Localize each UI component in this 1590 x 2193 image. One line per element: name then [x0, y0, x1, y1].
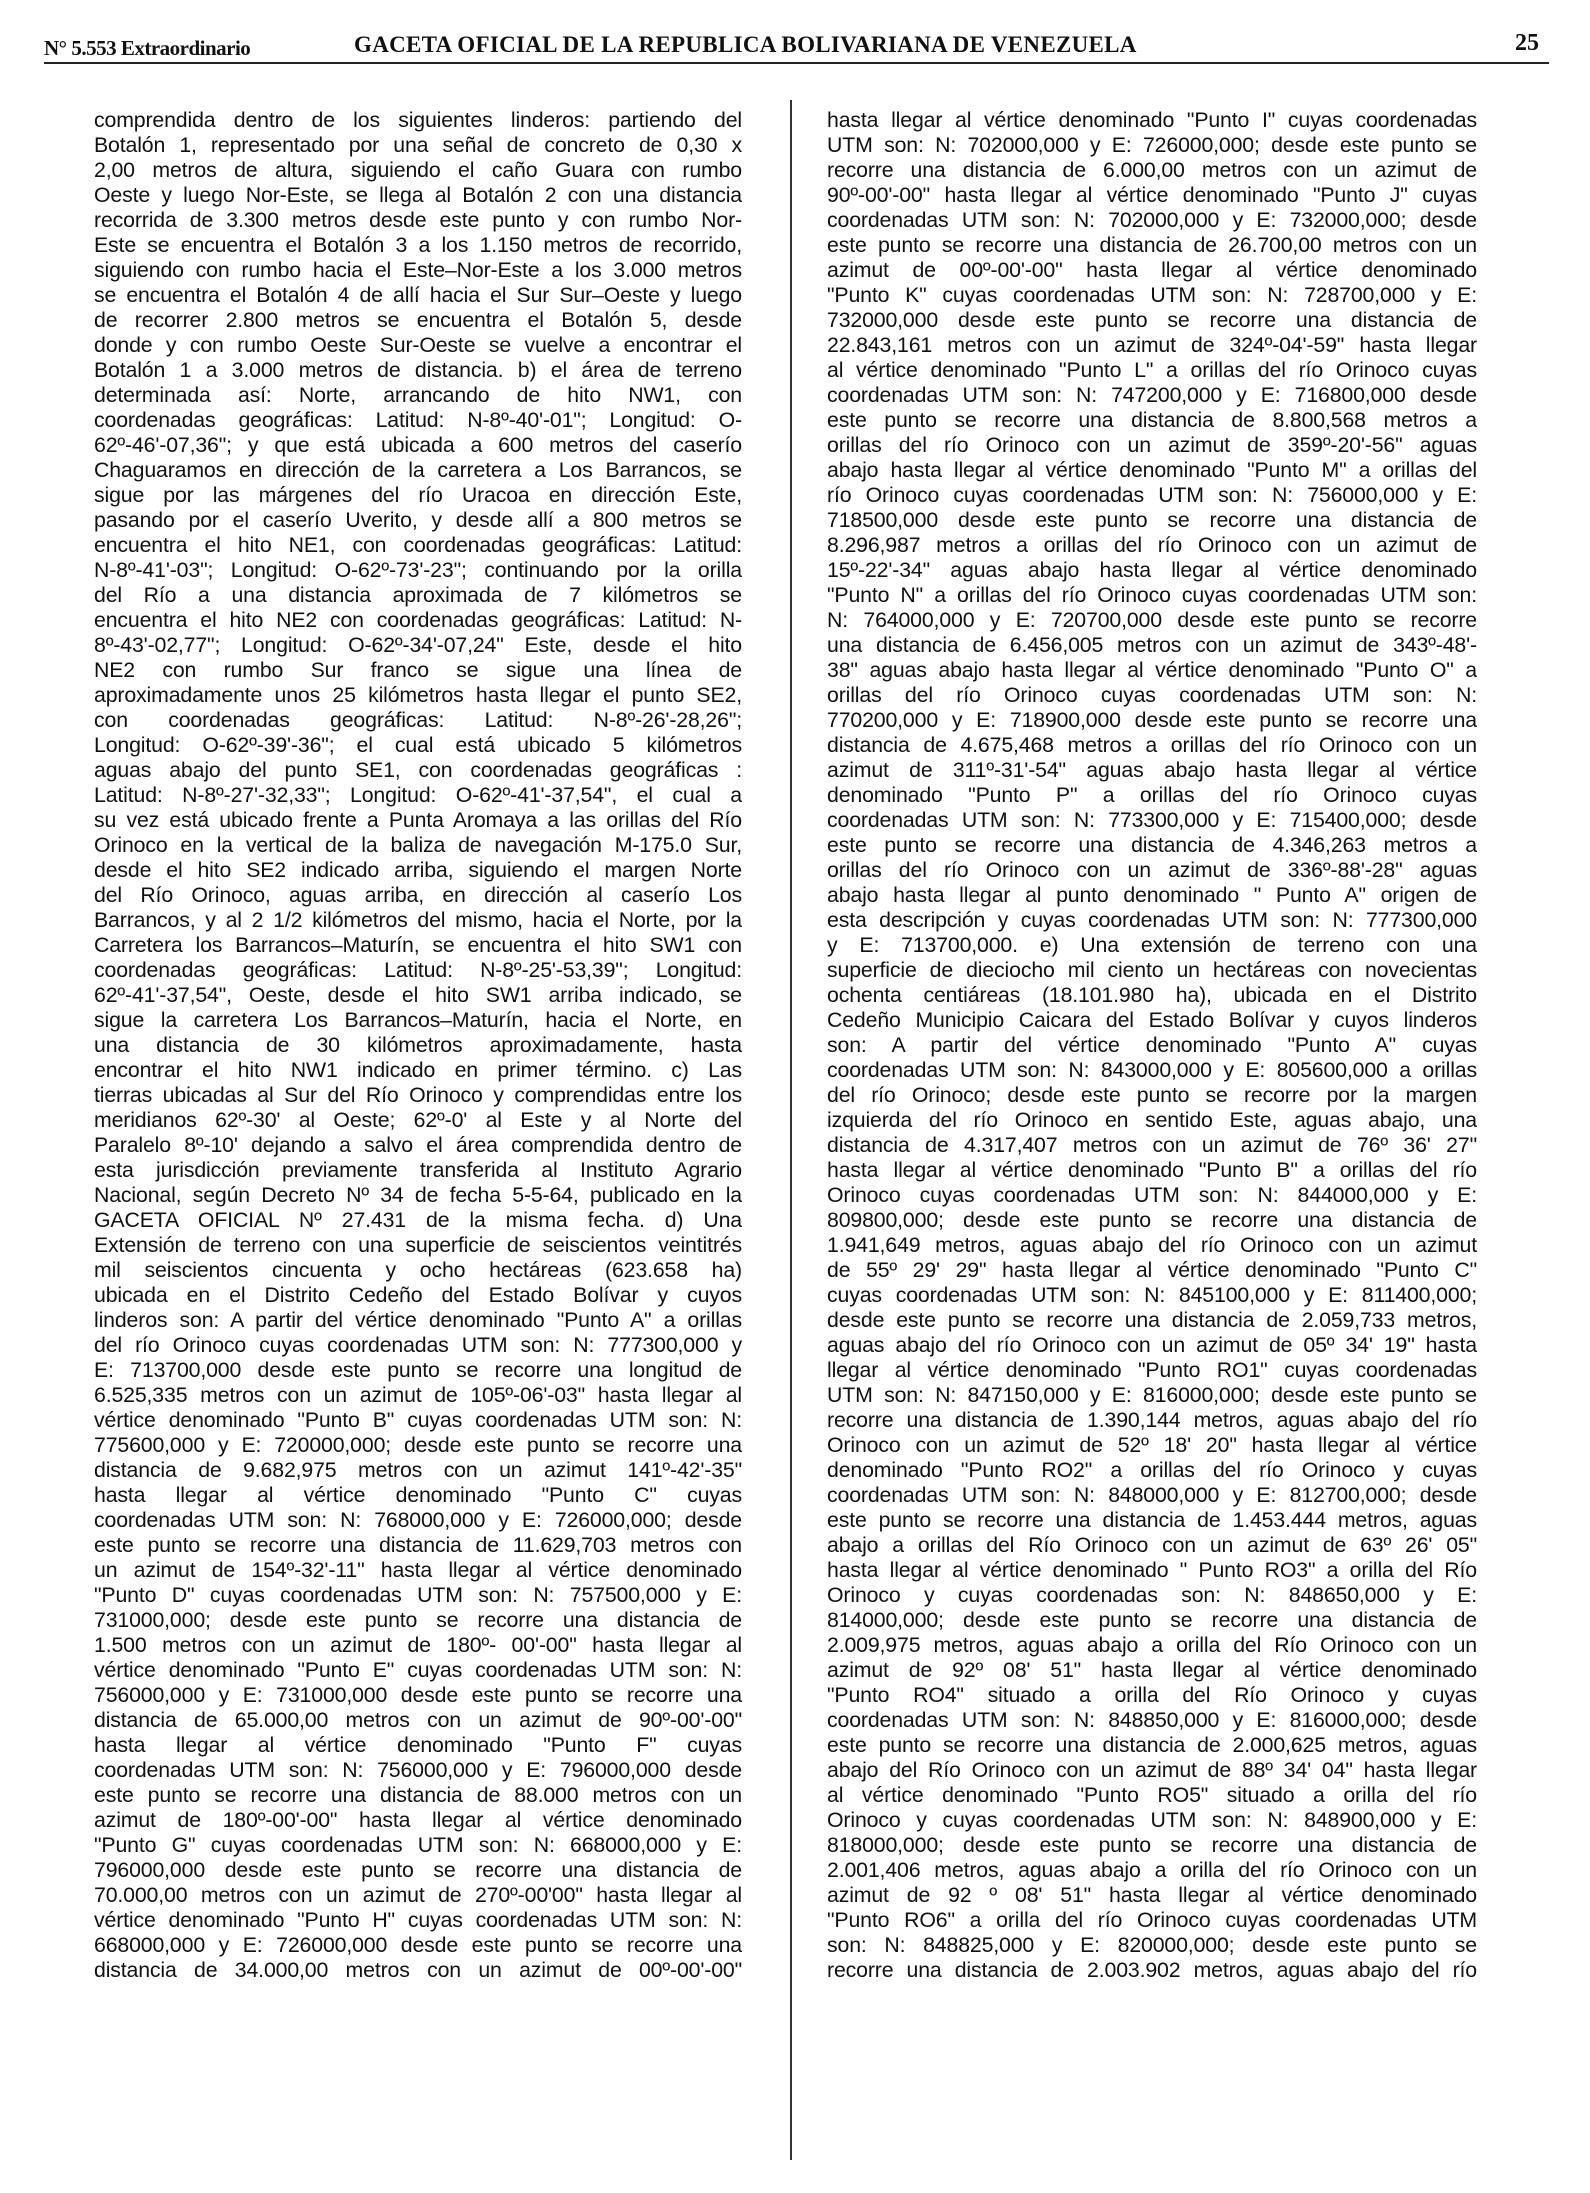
text-line: azimut de 00º-00'-00" hasta llegar al vértice denominado: [827, 258, 1477, 282]
text-line: Longitud: O-62º-39'-36"; el cual está ubicado 5 kilómetros: [94, 733, 742, 757]
text-line: N-8º-41'-03"; Longitud: O-62º-73'-23"; continuando por la orilla: [94, 558, 742, 582]
text-line: sigue por las márgenes del río Uracoa en dirección Este,: [94, 483, 742, 507]
text-line: orillas del río Orinoco con un azimut de 336º-88'-28" aguas: [827, 858, 1477, 882]
text-line: 2,00 metros de altura, siguiendo el caño Guara con rumbo: [94, 158, 742, 182]
text-line: coordenadas geográficas: Latitud: N-8º-40'-01"; Longitud: O-: [94, 408, 742, 432]
text-line: GACETA OFICIAL Nº 27.431 de la misma fecha. d) Una: [94, 1208, 742, 1232]
text-line: Paralelo 8º-10' dejando a salvo el área comprendida dentro de: [94, 1133, 742, 1157]
text-line: esta descripción y cuyas coordenadas UTM son: N: 777300,000: [827, 908, 1477, 932]
issue-number: N° 5.553 Extraordinario: [44, 36, 251, 60]
header-rule: [44, 62, 1549, 64]
right-column: [827, 108, 1477, 1983]
column-divider: [790, 100, 792, 2160]
text-line: desde el hito SE2 indicado arriba, siguiendo el margen Norte: [94, 858, 742, 882]
text-line: ochenta centiáreas (18.101.980 ha), ubicada en el Distrito: [827, 983, 1477, 1007]
text-line: Carretera los Barrancos–Maturín, se encuentra el hito SW1 con: [94, 933, 742, 957]
text-line: 38" aguas abajo hasta llegar al vértice denominado "Punto O" a: [827, 658, 1477, 682]
text-line: 22.843,161 metros con un azimut de 324º-04'-59" hasta llegar: [827, 333, 1477, 357]
text-line: son: N: 848825,000 y E: 820000,000; desde este punto se: [827, 1933, 1477, 1957]
text-line: vértice denominado "Punto E" cuyas coordenadas UTM son: N:: [94, 1658, 742, 1682]
text-line: este punto se recorre una distancia de 8.800,568 metros a: [827, 408, 1477, 432]
text-line: UTM son: N: 847150,000 y E: 816000,000; desde este punto se: [827, 1383, 1477, 1407]
text-line: coordenadas geográficas: Latitud: N-8º-25'-53,39"; Longitud:: [94, 958, 742, 982]
text-line: "Punto RO4" situado a orilla del Río Orinoco y cuyas: [827, 1683, 1477, 1707]
text-line: río Orinoco cuyas coordenadas UTM son: N: 756000,000 y E:: [827, 483, 1477, 507]
text-line: meridianos 62º-30' al Oeste; 62º-0' al Este y al Norte del: [94, 1108, 742, 1132]
text-line: NE2 con rumbo Sur franco se sigue una línea de: [94, 658, 742, 682]
left-column: [94, 108, 742, 1983]
text-line: 8º-43'-02,77"; Longitud: O-62º-34'-07,24" Este, desde el hito: [94, 633, 742, 657]
text-line: Nacional, según Decreto Nº 34 de fecha 5-5-64, publicado en la: [94, 1183, 742, 1207]
text-line: 1.941,649 metros, aguas abajo del río Orinoco con un azimut: [827, 1233, 1477, 1257]
text-line: distancia de 34.000,00 metros con un azimut de 00º-00'-00": [94, 1958, 742, 1982]
text-line: coordenadas UTM son: N: 843000,000 y E: 805600,000 a orillas: [827, 1058, 1477, 1082]
text-line: este punto se recorre una distancia de 11.629,703 metros con: [94, 1533, 742, 1557]
text-line: encuentra el hito NE2 con coordenadas geográficas: Latitud: N-: [94, 608, 742, 632]
text-line: tierras ubicadas al Sur del Río Orinoco y comprendidas entre los: [94, 1083, 742, 1107]
text-line: de 55º 29' 29" hasta llegar al vértice denominado "Punto C": [827, 1258, 1477, 1282]
text-line: recorre una distancia de 1.390,144 metros, aguas abajo del río: [827, 1408, 1477, 1432]
text-line: este punto se recorre una distancia de 2.000,625 metros, aguas: [827, 1733, 1477, 1757]
text-line: 718500,000 desde este punto se recorre una distancia de: [827, 508, 1477, 532]
page-header: [44, 28, 1549, 68]
text-line: este punto se recorre una distancia de 88.000 metros con un: [94, 1783, 742, 1807]
text-line: 775600,000 y E: 720000,000; desde este punto se recorre una: [94, 1433, 742, 1457]
text-line: 732000,000 desde este punto se recorre una distancia de: [827, 308, 1477, 332]
text-line: 770200,000 y E: 718900,000 desde este punto se recorre una: [827, 708, 1477, 732]
text-line: sigue la carretera Los Barrancos–Maturín, hacia el Norte, en: [94, 1008, 742, 1032]
text-line: izquierda del río Orinoco en sentido Este, aguas abajo, una: [827, 1108, 1477, 1132]
text-line: Oeste y luego Nor-Este, se llega al Botalón 2 con una distancia: [94, 183, 742, 207]
text-line: una distancia de 30 kilómetros aproximadamente, hasta: [94, 1033, 742, 1057]
text-line: coordenadas UTM son: N: 773300,000 y E: 715400,000; desde: [827, 808, 1477, 832]
text-line: su vez está ubicado frente a Punta Aromaya a las orillas del Río: [94, 808, 742, 832]
text-line: llegar al vértice denominado "Punto RO1" cuyas coordenadas: [827, 1358, 1477, 1382]
text-line: distancia de 4.317,407 metros con un azimut de 76º 36' 27": [827, 1133, 1477, 1157]
text-line: comprendida dentro de los siguientes linderos: partiendo del: [94, 108, 742, 132]
text-line: cuyas coordenadas UTM son: N: 845100,000 y E: 811400,000;: [827, 1283, 1477, 1307]
text-line: azimut de 92 º 08' 51" hasta llegar al vértice denominado: [827, 1883, 1477, 1907]
text-line: N: 764000,000 y E: 720700,000 desde este punto se recorre: [827, 608, 1477, 632]
text-line: una distancia de 6.456,005 metros con un azimut de 343º-48'-: [827, 633, 1477, 657]
text-line: 2.009,975 metros, aguas abajo a orilla del Río Orinoco con un: [827, 1633, 1477, 1657]
text-line: hasta llegar al vértice denominado "Punto F" cuyas: [94, 1733, 742, 1757]
text-line: Barrancos, y al 2 1/2 kilómetros del mismo, hacia el Norte, por la: [94, 908, 742, 932]
text-line: 814000,000; desde este punto se recorre una distancia de: [827, 1608, 1477, 1632]
text-line: orillas del río Orinoco con un azimut de 359º-20'-56" aguas: [827, 433, 1477, 457]
text-line: 668000,000 y E: 726000,000 desde este punto se recorre una: [94, 1933, 742, 1957]
text-line: Botalón 1 a 3.000 metros de distancia. b) el área de terreno: [94, 358, 742, 382]
text-line: 15º-22'-34" aguas abajo hasta llegar al vértice denominado: [827, 558, 1477, 582]
text-line: abajo hasta llegar al vértice denominado "Punto M" a orillas del: [827, 458, 1477, 482]
text-line: coordenadas UTM son: N: 848850,000 y E: 816000,000; desde: [827, 1708, 1477, 1732]
text-line: coordenadas UTM son: N: 848000,000 y E: 812700,000; desde: [827, 1483, 1477, 1507]
text-line: coordenadas UTM son: N: 702000,000 y E: 732000,000; desde: [827, 208, 1477, 232]
text-line: hasta llegar al vértice denominado "Punto I" cuyas coordenadas: [827, 108, 1477, 132]
text-line: azimut de 180º-00'-00" hasta llegar al vértice denominado: [94, 1808, 742, 1832]
text-line: abajo a orillas del Río Orinoco con un azimut de 63º 26' 05": [827, 1533, 1477, 1557]
text-line: "Punto K" cuyas coordenadas UTM son: N: 728700,000 y E:: [827, 283, 1477, 307]
text-line: del río Orinoco; desde este punto se recorre por la margen: [827, 1083, 1477, 1107]
text-line: y E: 713700,000. e) Una extensión de terreno con una: [827, 933, 1477, 957]
text-line: encontrar el hito NW1 indicado en primer término. c) Las: [94, 1058, 742, 1082]
text-line: 1.500 metros con un azimut de 180º- 00'-00" hasta llegar al: [94, 1633, 742, 1657]
text-line: coordenadas UTM son: N: 747200,000 y E: 716800,000 desde: [827, 383, 1477, 407]
text-line: aguas abajo del río Orinoco con un azimut de 05º 34' 19" hasta: [827, 1333, 1477, 1357]
text-line: UTM son: N: 702000,000 y E: 726000,000; desde este punto se: [827, 133, 1477, 157]
text-line: se encuentra el Botalón 4 de allí hacia el Sur Sur–Oeste y luego: [94, 283, 742, 307]
text-line: 796000,000 desde este punto se recorre una distancia de: [94, 1858, 742, 1882]
text-line: 8.296,987 metros a orillas del río Orinoco con un azimut de: [827, 533, 1477, 557]
text-line: recorrida de 3.300 metros desde este punto y con rumbo Nor-: [94, 208, 742, 232]
text-line: Latitud: N-8º-27'-32,33"; Longitud: O-62º-41'-37,54", el cual a: [94, 783, 742, 807]
text-line: 756000,000 y E: 731000,000 desde este punto se recorre una: [94, 1683, 742, 1707]
text-line: Este se encuentra el Botalón 3 a los 1.150 metros de recorrido,: [94, 233, 742, 257]
text-line: vértice denominado "Punto B" cuyas coordenadas UTM son: N:: [94, 1408, 742, 1432]
text-line: "Punto N" a orillas del río Orinoco cuyas coordenadas UTM son:: [827, 583, 1477, 607]
text-line: linderos son: A partir del vértice denominado "Punto A" a orillas: [94, 1308, 742, 1332]
text-line: "Punto RO6" a orilla del río Orinoco cuyas coordenadas UTM: [827, 1908, 1477, 1932]
text-line: vértice denominado "Punto H" cuyas coordenadas UTM son: N:: [94, 1908, 742, 1932]
text-line: "Punto G" cuyas coordenadas UTM son: N: 668000,000 y E:: [94, 1833, 742, 1857]
text-line: 62º-46'-07,36"; y que está ubicada a 600 metros del caserío: [94, 433, 742, 457]
text-line: abajo del Río Orinoco con un azimut de 88º 34' 04" hasta llegar: [827, 1758, 1477, 1782]
text-line: siguiendo con rumbo hacia el Este–Nor-Este a los 3.000 metros: [94, 258, 742, 282]
text-line: esta jurisdicción previamente transferida al Instituto Agrario: [94, 1158, 742, 1182]
text-line: abajo hasta llegar al punto denominado " Punto A" origen de: [827, 883, 1477, 907]
text-line: "Punto D" cuyas coordenadas UTM son: N: 757500,000 y E:: [94, 1583, 742, 1607]
text-line: Orinoco y cuyas coordenadas UTM son: N: 848900,000 y E:: [827, 1808, 1477, 1832]
page-number: 25: [1515, 30, 1539, 56]
text-line: denominado "Punto RO2" a orillas del río Orinoco y cuyas: [827, 1458, 1477, 1482]
text-line: distancia de 9.682,975 metros con un azimut 141º-42'-35": [94, 1458, 742, 1482]
text-line: hasta llegar al vértice denominado "Punto B" a orillas del río: [827, 1158, 1477, 1182]
text-line: Orinoco con un azimut de 52º 18' 20" hasta llegar al vértice: [827, 1433, 1477, 1457]
text-line: del Río a una distancia aproximada de 7 kilómetros se: [94, 583, 742, 607]
text-line: hasta llegar al vértice denominado "Punto C" cuyas: [94, 1483, 742, 1507]
text-line: 62º-41'-37,54", Oeste, desde el hito SW1 arriba indicado, se: [94, 983, 742, 1007]
text-line: un azimut de 154º-32'-11" hasta llegar al vértice denominado: [94, 1558, 742, 1582]
text-line: Cedeño Municipio Caicara del Estado Bolívar y cuyos linderos: [827, 1008, 1477, 1032]
text-line: recorre una distancia de 6.000,00 metros con un azimut de: [827, 158, 1477, 182]
text-line: Orinoco cuyas coordenadas UTM son: N: 844000,000 y E:: [827, 1183, 1477, 1207]
text-line: al vértice denominado "Punto L" a orillas del río Orinoco cuyas: [827, 358, 1477, 382]
text-line: recorre una distancia de 2.003.902 metros, aguas abajo del río: [827, 1958, 1477, 1982]
text-line: del río Orinoco cuyas coordenadas UTM son: N: 777300,000 y: [94, 1333, 742, 1357]
text-line: con coordenadas geográficas: Latitud: N-8º-26'-28,26";: [94, 708, 742, 732]
text-line: son: A partir del vértice denominado "Punto A" cuyas: [827, 1033, 1477, 1057]
text-line: pasando por el caserío Uverito, y desde allí a 800 metros se: [94, 508, 742, 532]
text-line: desde este punto se recorre una distancia de 2.059,733 metros,: [827, 1308, 1477, 1332]
text-line: del Río Orinoco, aguas arriba, en dirección al caserío Los: [94, 883, 742, 907]
text-line: 818000,000; desde este punto se recorre una distancia de: [827, 1833, 1477, 1857]
text-line: denominado "Punto P" a orillas del río Orinoco cuyas: [827, 783, 1477, 807]
text-line: azimut de 92º 08' 51" hasta llegar al vértice denominado: [827, 1658, 1477, 1682]
text-line: Orinoco en la vertical de la baliza de navegación M-175.0 Sur,: [94, 833, 742, 857]
text-line: 90º-00'-00" hasta llegar al vértice denominado "Punto J" cuyas: [827, 183, 1477, 207]
text-line: mil seiscientos cincuenta y ocho hectáreas (623.658 ha): [94, 1258, 742, 1282]
text-line: Chaguaramos en dirección de la carretera a Los Barrancos, se: [94, 458, 742, 482]
text-line: encuentra el hito NE1, con coordenadas geográficas: Latitud:: [94, 533, 742, 557]
text-line: este punto se recorre una distancia de 26.700,00 metros con un: [827, 233, 1477, 257]
gazette-title: GACETA OFICIAL DE LA REPUBLICA BOLIVARIANA DE VENEZUELA: [354, 32, 1137, 57]
text-line: hasta llegar al vértice denominado " Punto RO3" a orilla del Río: [827, 1558, 1477, 1582]
text-line: coordenadas UTM son: N: 768000,000 y E: 726000,000; desde: [94, 1508, 742, 1532]
text-line: 2.001,406 metros, aguas abajo a orilla del río Orinoco con un: [827, 1858, 1477, 1882]
text-line: Extensión de terreno con una superficie de seiscientos veintitrés: [94, 1233, 742, 1257]
text-line: 70.000,00 metros con un azimut de 270º-00'00" hasta llegar al: [94, 1883, 742, 1907]
text-line: al vértice denominado "Punto RO5" situado a orilla del río: [827, 1783, 1477, 1807]
text-line: donde y con rumbo Oeste Sur-Oeste se vuelve a encontrar el: [94, 333, 742, 357]
text-line: Botalón 1, representado por una señal de concreto de 0,30 x: [94, 133, 742, 157]
text-line: determinada así: Norte, arrancando de hito NW1, con: [94, 383, 742, 407]
text-line: aproximadamente unos 25 kilómetros hasta llegar el punto SE2,: [94, 683, 742, 707]
text-line: aguas abajo del punto SE1, con coordenadas geográficas :: [94, 758, 742, 782]
text-line: distancia de 65.000,00 metros con un azimut de 90º-00'-00": [94, 1708, 742, 1732]
text-line: coordenadas UTM son: N: 756000,000 y E: 796000,000 desde: [94, 1758, 742, 1782]
text-line: 6.525,335 metros con un azimut de 105º-06'-03" hasta llegar al: [94, 1383, 742, 1407]
text-line: este punto se recorre una distancia de 1.453.444 metros, aguas: [827, 1508, 1477, 1532]
text-line: azimut de 311º-31'-54" aguas abajo hasta llegar al vértice: [827, 758, 1477, 782]
text-line: ubicada en el Distrito Cedeño del Estado Bolívar y cuyos: [94, 1283, 742, 1307]
text-line: orillas del río Orinoco cuyas coordenadas UTM son: N:: [827, 683, 1477, 707]
text-line: 809800,000; desde este punto se recorre una distancia de: [827, 1208, 1477, 1232]
text-line: 731000,000; desde este punto se recorre una distancia de: [94, 1608, 742, 1632]
text-line: de recorrer 2.800 metros se encuentra el Botalón 5, desde: [94, 308, 742, 332]
text-line: distancia de 4.675,468 metros a orillas del río Orinoco con un: [827, 733, 1477, 757]
text-line: superficie de dieciocho mil ciento un hectáreas con novecientas: [827, 958, 1477, 982]
text-line: Orinoco y cuyas coordenadas son: N: 848650,000 y E:: [827, 1583, 1477, 1607]
text-line: E: 713700,000 desde este punto se recorre una longitud de: [94, 1358, 742, 1382]
text-line: este punto se recorre una distancia de 4.346,263 metros a: [827, 833, 1477, 857]
